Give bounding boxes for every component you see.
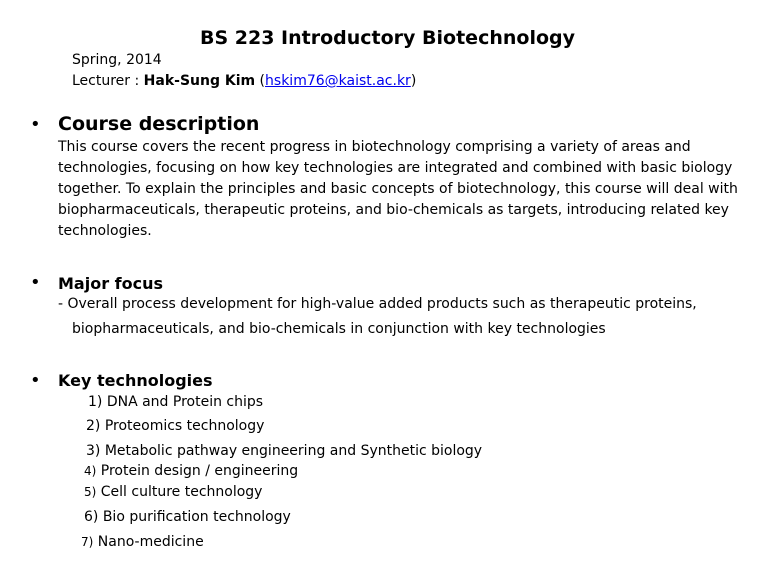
tech-item-number: 2) (86, 418, 101, 434)
tech-item-label: Metabolic pathway engineering and Synthetic biology (100, 443, 483, 459)
tech-item-1 (88, 394, 263, 410)
tech-item-label: Bio purification technology (98, 509, 291, 525)
tech-item-number: 6) (84, 509, 99, 525)
tech-item-7 (81, 534, 204, 550)
lecturer-close-paren: ) (410, 73, 417, 89)
tech-item-number: 5) (84, 485, 97, 499)
tech-item-label: Protein design / engineering (96, 463, 299, 479)
lecturer-open-paren: ( (255, 73, 266, 89)
lecturer-name: Hak-Sung Kim (143, 73, 256, 89)
slide-title: BS 223 Introductory Biotechnology (200, 27, 575, 49)
lecturer-prefix: Lecturer : (72, 73, 144, 89)
tech-item-label: Nano-medicine (93, 534, 204, 550)
bullet-focus: • (30, 272, 41, 293)
tech-item-label: DNA and Protein chips (102, 394, 264, 410)
major-focus-line-2: biopharmaceuticals, and bio-chemicals in conjunction with key technologies (72, 321, 606, 337)
heading-key-technologies: Key technologies (58, 371, 213, 390)
tech-item-3 (86, 443, 482, 459)
course-term: Spring, 2014 (72, 52, 162, 68)
tech-item-2 (86, 418, 264, 434)
tech-item-4 (84, 463, 298, 479)
bullet-description: • (30, 114, 41, 135)
course-description-text: This course covers the recent progress in biotechnology comprising a variety of areas and technologies, focusing on how key technologies are integrated and combined with basic biology together. To explain the principles and basic concepts of biotechnology, this course will deal with biopharmaceuticals, therapeutic proteins, and bio-chemicals as targets, introducing related key technologies. (58, 139, 738, 239)
lecturer-email-link[interactable]: hskim76@kaist.ac.kr (265, 73, 411, 89)
tech-item-number: 1) (88, 394, 103, 410)
tech-item-number: 3) (86, 443, 101, 459)
major-focus-line-1: - Overall process development for high-value added products such as therapeutic proteins, (58, 296, 697, 312)
tech-item-5 (84, 484, 262, 500)
tech-item-label: Cell culture technology (96, 484, 263, 500)
tech-item-label: Proteomics technology (100, 418, 265, 434)
tech-item-number: 4) (84, 464, 97, 478)
tech-item-6 (84, 509, 291, 525)
tech-item-number: 7) (81, 535, 94, 549)
heading-major-focus: Major focus (58, 274, 164, 293)
lecturer-line (72, 73, 416, 89)
bullet-technologies: • (30, 370, 41, 391)
heading-course-description: Course description (58, 113, 260, 135)
